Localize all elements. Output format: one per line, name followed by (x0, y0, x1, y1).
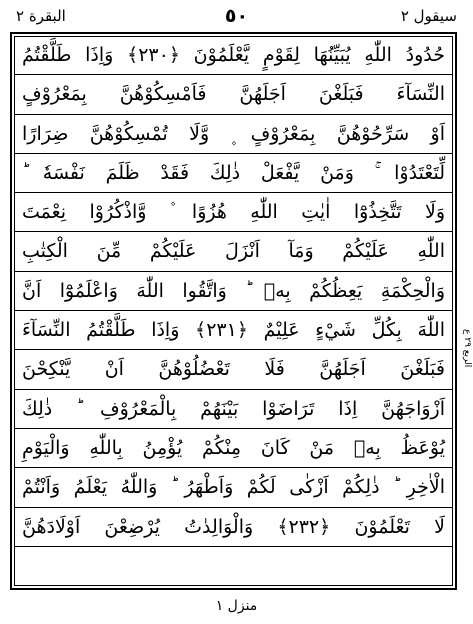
text-line (14, 547, 453, 586)
text-line: لَا تَعْلَمُوْنَ ﴿٢٣٢﴾ وَالْوَالِدٰتُ يُرْضِعْنَ اَوْلَادَهُنَّ (14, 508, 453, 547)
ruku-margin-mark: الربع ٢٩ ع (462, 328, 472, 368)
text-line: فَبَلَغْنَ اَجَلَهُنَّ فَلَا تَعْضُلُوْهُنَّ اَنْ يَّنْكِحْنَ (14, 350, 453, 389)
text-line: حُدُودُ اللّٰهِ يُبَيِّنُهَا لِقَوْمٍ يَّعْلَمُوْنَ ﴿٢٣٠﴾ وَاِذَا طَلَّقْتُمُ (14, 36, 453, 75)
text-line: اللّٰهَ بِكُلِّ شَيْءٍ عَلِيْمٌ ﴿٢٣١﴾ وَاِذَا طَلَّقْتُمُ النِّسَآءَ (14, 311, 453, 350)
text-line: الْاٰخِرِ ؕ ذٰلِكُمْ اَزْكٰى لَكُمْ وَاَطْهَرُ ؕ وَاللّٰهُ يَعْلَمُ وَاَنْتُمْ (14, 468, 453, 507)
text-line: يُوْعَظُ بِهٖ مَنْ كَانَ مِنْكُمْ يُؤْمِنُ بِاللّٰهِ وَالْيَوْمِ (14, 429, 453, 468)
text-line: النِّسَآءَ فَبَلَغْنَ اَجَلَهُنَّ فَاَمْسِكُوْهُنَّ بِمَعْرُوْفٍ (14, 75, 453, 114)
para-header: سيقول ٢ (400, 7, 457, 25)
text-line: وَلَا تَتَّخِذُوْٓا اٰيٰتِ اللّٰهِ هُزُوًا ۫ وَّاذْكُرُوْا نِعْمَتَ (14, 193, 453, 232)
page-number: ٥٠ (224, 5, 249, 27)
text-line: اَوْ سَرِّحُوْهُنَّ بِمَعْرُوْفٍ ۪ وَّلَا تُمْسِكُوْهُنَّ ضِرَارًا (14, 115, 453, 154)
surah-header: البقرة ٢ (16, 7, 66, 25)
text-body (14, 36, 453, 586)
manzil-footer: منزل ١ (215, 598, 258, 614)
text-line: وَالْحِكْمَةِ يَعِظُكُمْ بِهٖ ؕ وَاتَّقُوا اللّٰهَ وَاعْلَمُوْٓا اَنَّ (14, 272, 453, 311)
text-line: لِّتَعْتَدُوْا ۚ وَمَنْ يَّفْعَلْ ذٰلِكَ فَقَدْ ظَلَمَ نَفْسَهٗ ؕ (14, 154, 453, 193)
text-line: اللّٰهِ عَلَيْكُمْ وَمَآ اَنْزَلَ عَلَيْكُمْ مِّنَ الْكِتٰبِ (14, 232, 453, 271)
text-line: اَزْوَاجَهُنَّ اِذَا تَرَاضَوْا بَيْنَهُمْ بِالْمَعْرُوْفِ ؕ ذٰلِكَ (14, 390, 453, 429)
